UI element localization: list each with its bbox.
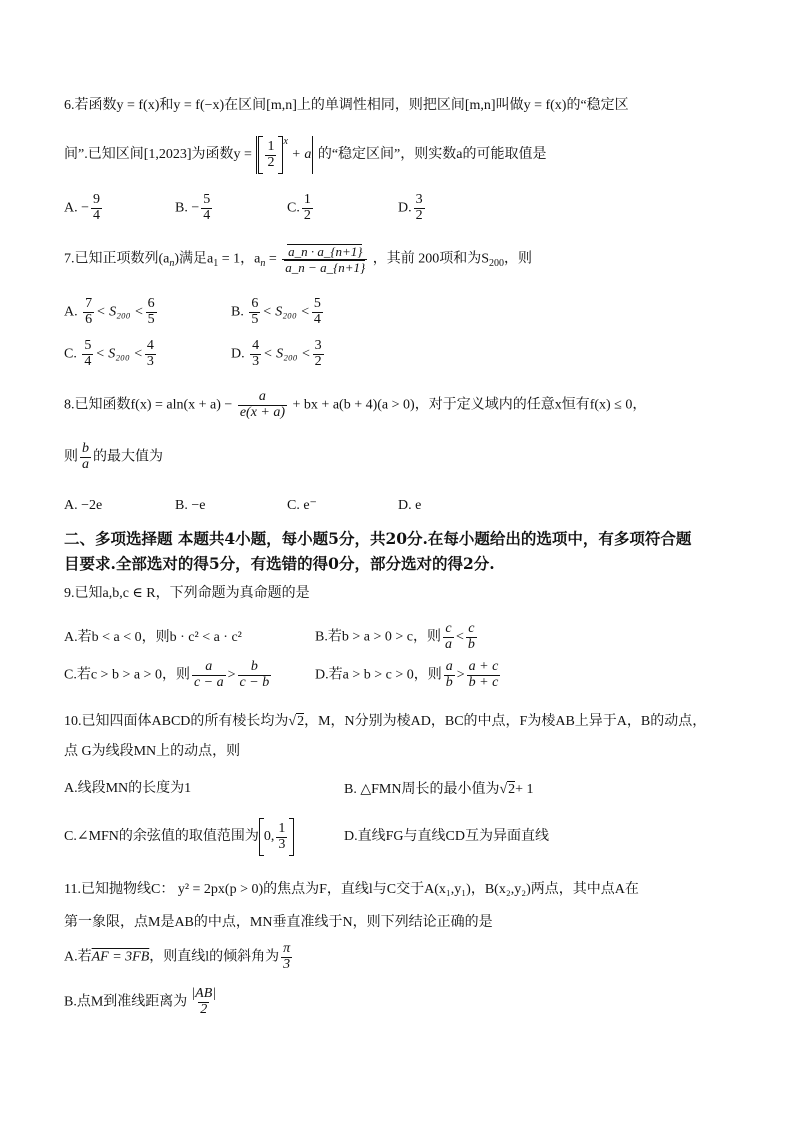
q7-option-a-label: A. [64,304,78,320]
q9-option-d[interactable]: D.若a > b > c > 0，则 $\frac{a}{b}$ > $\frac{a + c}{b + c}$ [315,659,499,690]
q9-c-rn: b [250,659,258,674]
q7-option-a[interactable] [64,297,159,327]
q7-c-ln: 5 [84,338,92,353]
q7-b-rd: 4 [313,311,321,327]
q11-line2: 第一象限，点M是AB的中点，MN垂直准线于N，则下列结论正确的是 [64,915,493,930]
q10-b-pre: B. △FMN周长的最小值为 [344,782,500,797]
q7-b-rn: 5 [313,296,321,311]
q7-d-rn: 3 [314,338,322,353]
q6-half-num: 1 [267,138,275,154]
q9-d-pre: D.若a > b > c > 0，则 [315,667,442,683]
q9-d-rd: b + c [468,674,499,690]
q7-frac-den: a_n − a_{n+1} [285,259,366,275]
q11-option-a[interactable] [64,942,294,972]
q6-option-c[interactable] [287,193,315,223]
q8-ba-den: a [82,456,89,472]
q8-ba-num: b [82,441,89,456]
q6-option-d-den: 2 [415,207,423,223]
q7-c-mid: < S₂₀₀ < [95,346,143,362]
q7-a-ln: 7 [85,296,93,311]
q9-option-c[interactable]: C.若c > b > a > 0，则 $\frac{a}{c - a}$ > $\frac{b}{c - b}$ [64,659,270,690]
q8-stem [64,390,646,420]
q6-line2 [64,136,547,174]
q10-sqrt2: 2 [297,714,305,729]
q10-line1-pre: 10.已知四面体ABCD的所有棱长均为 [64,714,289,729]
q9-b-ln: c [445,621,452,636]
q10-line2: 点 G为线段MN上的动点，则 [64,744,241,759]
q6-option-a[interactable] [64,193,104,223]
q6-exp: x [283,136,288,148]
q9-c-ln: a [205,659,213,674]
q9-d-ld: b [445,674,453,690]
q10-option-d[interactable]: D.直线FG与直线CD互为异面直线 [344,829,549,844]
q9-option-a[interactable]: A.若b < a < 0，则b · c² < a · c² [64,630,242,645]
q7-stem: 7.已知正项数列$(a_n)$满足$a_1 = 1$，$a_n$ = $\frac{a\_n \cdot a\_\{n+1\}}{a\_n - a\_\{n+1\}}$ ，其前 200项和为$S_{200}$，则 [64,244,533,275]
q7-option-d-label: D. [231,346,245,362]
q9-b-ld: a [444,636,452,652]
q10-b-sqrt2: 2 [508,782,516,797]
q7-option-c[interactable] [64,339,158,369]
q7-option-b[interactable] [231,297,325,327]
q6-option-b-den: 4 [203,207,211,223]
q7-d-mid: < S₂₀₀ < [263,346,311,362]
q7-b-ln: 6 [251,296,259,311]
q8-frac-num: a [258,389,266,404]
q9-c-ld: c − a [193,674,224,690]
q8-pre: 8.已知函数f(x) = aln(x + a) − [64,397,233,413]
q8-frac-den: e(x + a) [239,404,286,420]
q9-stem: 9.已知a,b,c ∈ R，下列命题为真命题的是 [64,586,310,601]
q7-sub-200: 200 [489,258,505,270]
q9-b-pre: B.若b > a > 0 > c，则 [315,629,441,645]
q10-c-left: 0, [263,829,275,845]
q8-option-b[interactable]: B. −e [175,498,206,513]
q6-option-b[interactable] [175,193,214,223]
q9-d-rn: a + c [468,659,499,674]
q7-post2: ，则 [504,251,533,267]
q11-a-num: π [283,941,291,956]
q11-b-pre: B.点M到准线距离为 [64,994,188,1010]
q7-a-rd: 5 [147,311,155,327]
q7-c-rd: 3 [146,353,154,369]
q8-line2-post: 的最大值为 [93,449,163,465]
q9-b-rd: b [467,636,475,652]
q7-d-ln: 4 [252,338,260,353]
section2-title-line1: 二、多项选择题 本题共4小题，每小题5分，共20分.在每小题给出的选项中，有多项符合题 [64,529,692,548]
q11-a-den: 3 [283,956,291,972]
q7-d-rd: 2 [314,353,322,369]
q10-c-den: 3 [278,836,286,852]
q7-pre: 7.已知正项数列(a [64,251,170,267]
q11-option-b[interactable] [64,987,220,1017]
q7-a-ld: 6 [85,311,93,327]
q6-option-c-label: C. [287,200,300,216]
q9-c-rd: c − b [239,674,270,690]
q7-a-mid: < S₂₀₀ < [96,304,144,320]
q10-line1-post: ，M，N分别为棱AD，BC的中点，F为棱AB上异于A，B的动点， [304,714,707,729]
q7-d-ld: 3 [252,353,260,369]
q6-option-d-num: 3 [415,192,423,207]
q7-frac-num: a_n · a_{n+1} [288,244,363,259]
q6-plus-a: + a [291,147,312,163]
q7-b-mid: < S₂₀₀ < [262,304,310,320]
q11-b-den: 2 [200,1001,208,1017]
q7-c-rn: 4 [146,338,154,353]
q7-post: ，其前 200项和为S [372,251,490,267]
q11-line1: 11.已知抛物线C： y² = 2px(p > 0)的焦点为F，直线l与C交于A(x₁,y₁)，B(x₂,y₂)两点，其中点A在 [64,882,639,897]
q6-line2-pre: 间”.已知区间[1,2023]为函数y = [64,147,252,163]
q9-option-b[interactable]: B.若b > a > 0 > c，则 $\frac{c}{a}$ < $\frac{c}{b}$ [315,621,475,652]
section2-title-line2: 目要求.全部选对的得5分，有选错的得0分，部分选对的得2分. [64,554,495,573]
q11-a-vec: AF = 3FB [91,949,150,965]
q10-line1: 10.已知四面体ABCD的所有棱长均为√2，M，N分别为棱AD，BC的中点，F为棱AB上异于A，B的动点， [64,714,707,729]
q7-option-b-label: B. [231,304,244,320]
q7-option-c-label: C. [64,346,77,362]
q6-option-a-num: 9 [93,192,101,207]
q7-mid: )满足a [174,251,214,267]
q9-b-rn: c [468,621,475,636]
q8-line2-pre: 则 [64,449,78,465]
q11-a-pre: A.若 [64,949,92,965]
q8-option-a[interactable]: A. −2e [64,498,103,513]
q7-eq1: = 1，a [218,251,261,267]
q10-c-num: 1 [278,820,286,836]
q6-option-a-label: A. − [64,200,90,216]
q9-d-ln: a [445,659,453,674]
q6-option-a-den: 4 [93,207,101,223]
q10-c-pre: C.∠MFN的余弦值的取值范围为 [64,829,259,845]
q7-sub-n: n [169,258,175,270]
q6-line1: 6.若函数y = f(x)和y = f(−x)在区间[m,n]上的单调性相同，则把区间[m,n]叫做y = f(x)的“稳定区 [64,98,629,113]
q9-c-pre: C.若c > b > a > 0，则 [64,667,190,683]
q7-b-ld: 5 [251,311,259,327]
q8-option-d[interactable]: D. e [398,498,422,513]
q6-option-d-label: D. [398,200,412,216]
q10-option-c[interactable] [64,818,294,856]
q8-option-c[interactable]: C. e⁻ [287,498,317,513]
q11-b-num: |AB| [191,986,217,1001]
q7-option-d[interactable] [231,339,326,369]
q7-a-rn: 6 [147,296,155,311]
q6-option-b-label: B. − [175,200,200,216]
q6-option-c-den: 2 [303,207,311,223]
q11-a-mid: ，则直线l的倾斜角为 [149,949,280,965]
q10-option-a[interactable]: A.线段MN的长度为1 [64,781,192,796]
q6-line2-post: 的“稳定区间”，则实数a的可能取值是 [317,147,547,163]
q6-half-den: 2 [267,154,275,170]
q10-option-b[interactable]: B. △FMN周长的最小值为√2+ 1 [344,782,534,797]
q8-line2 [64,442,163,472]
q7-c-ld: 4 [84,353,92,369]
q8-post: + bx + a(b + 4)(a > 0)，对于定义域内的任意x恒有f(x) ≤ 0， [292,397,647,413]
q7-sub-1: 1 [213,258,219,270]
q6-option-c-num: 1 [303,192,311,207]
q6-option-d[interactable] [398,193,427,223]
q7-an-eq: = [265,251,277,267]
q10-b-post: + 1 [515,782,534,797]
q6-option-b-num: 5 [203,192,211,207]
